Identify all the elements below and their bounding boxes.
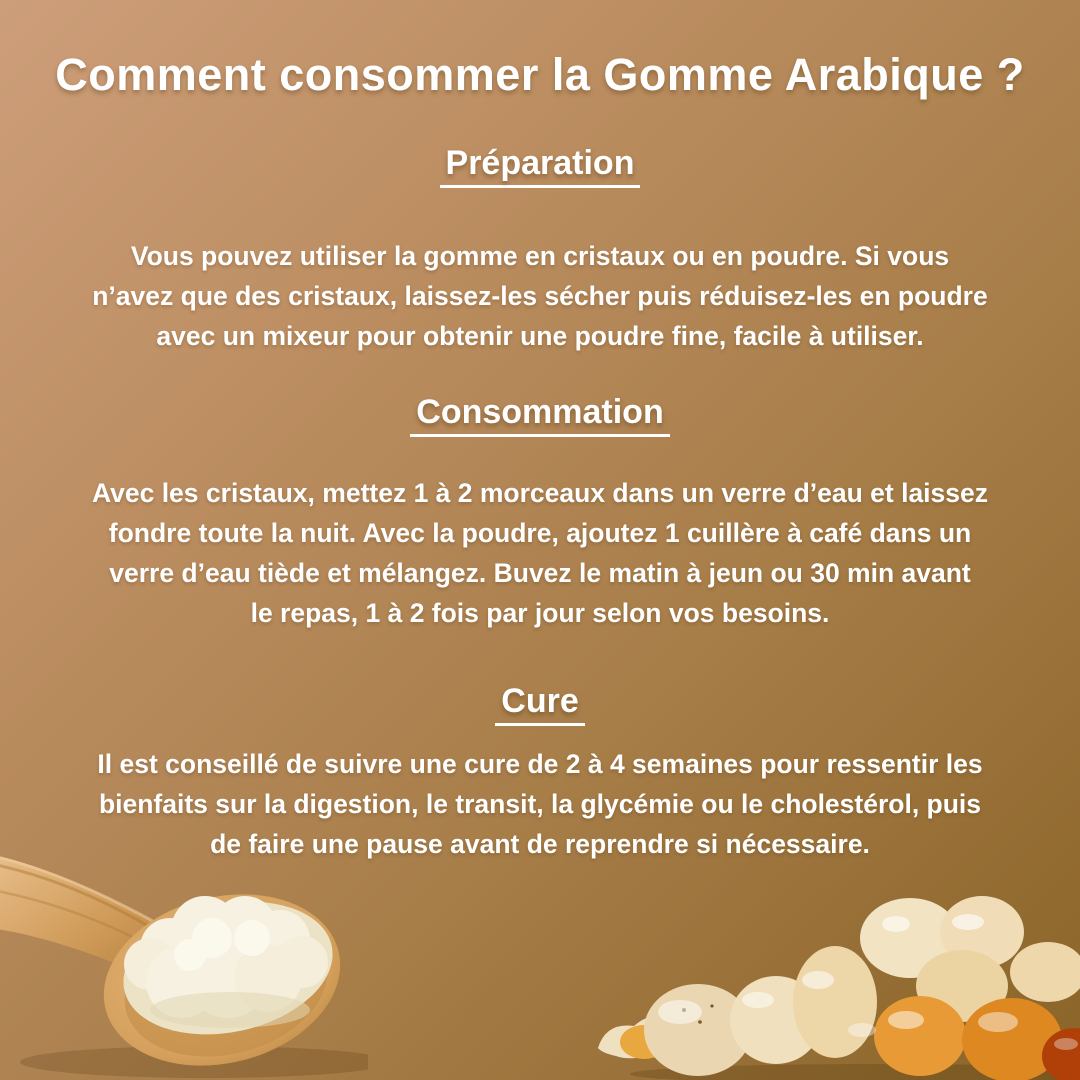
section-heading-cure [0, 683, 1080, 726]
gum-crystals-image [580, 880, 1080, 1080]
section-heading-cure-label: Cure [495, 683, 584, 726]
text-line: avec un mixeur pour obtenir une poudre fine, facile à utiliser. [156, 321, 924, 351]
section-heading-consommation [0, 394, 1080, 437]
text-line: fondre toute la nuit. Avec la poudre, ajoutez 1 cuillère à café dans un [108, 518, 972, 548]
section-heading-preparation-label: Préparation [440, 145, 641, 188]
wooden-spoon-powder-image [0, 840, 368, 1080]
paragraph-preparation [0, 236, 1080, 356]
text-line: verre d’eau tiède et mélangez. Buvez le matin à jeun ou 30 min avant [109, 558, 971, 588]
page-title: Comment consommer la Gomme Arabique ? [55, 49, 1025, 100]
section-heading-preparation [0, 145, 1080, 188]
text-line: Il est conseillé de suivre une cure de 2 à 4 semaines pour ressentir les [97, 749, 983, 779]
paragraph-consommation [0, 473, 1080, 633]
gum-crystals-svg [580, 880, 1080, 1080]
text-line: Vous pouvez utiliser la gomme en cristaux ou en poudre. Si vous [130, 241, 950, 271]
wooden-spoon-powder-svg [0, 840, 368, 1080]
text-line: bienfaits sur la digestion, le transit, la glycémie ou le cholestérol, puis [98, 789, 982, 819]
text-line: le repas, 1 à 2 fois par jour selon vos besoins. [250, 598, 830, 628]
text-line: n’avez que des cristaux, laissez-les sécher puis réduisez-les en poudre [92, 281, 988, 311]
text-line: de faire une pause avant de reprendre si nécessaire. [210, 829, 870, 859]
crystal-cluster [598, 896, 1080, 1080]
text-line: Avec les cristaux, mettez 1 à 2 morceaux dans un verre d’eau et laissez [91, 478, 989, 508]
section-heading-consommation-label: Consommation [410, 394, 669, 437]
